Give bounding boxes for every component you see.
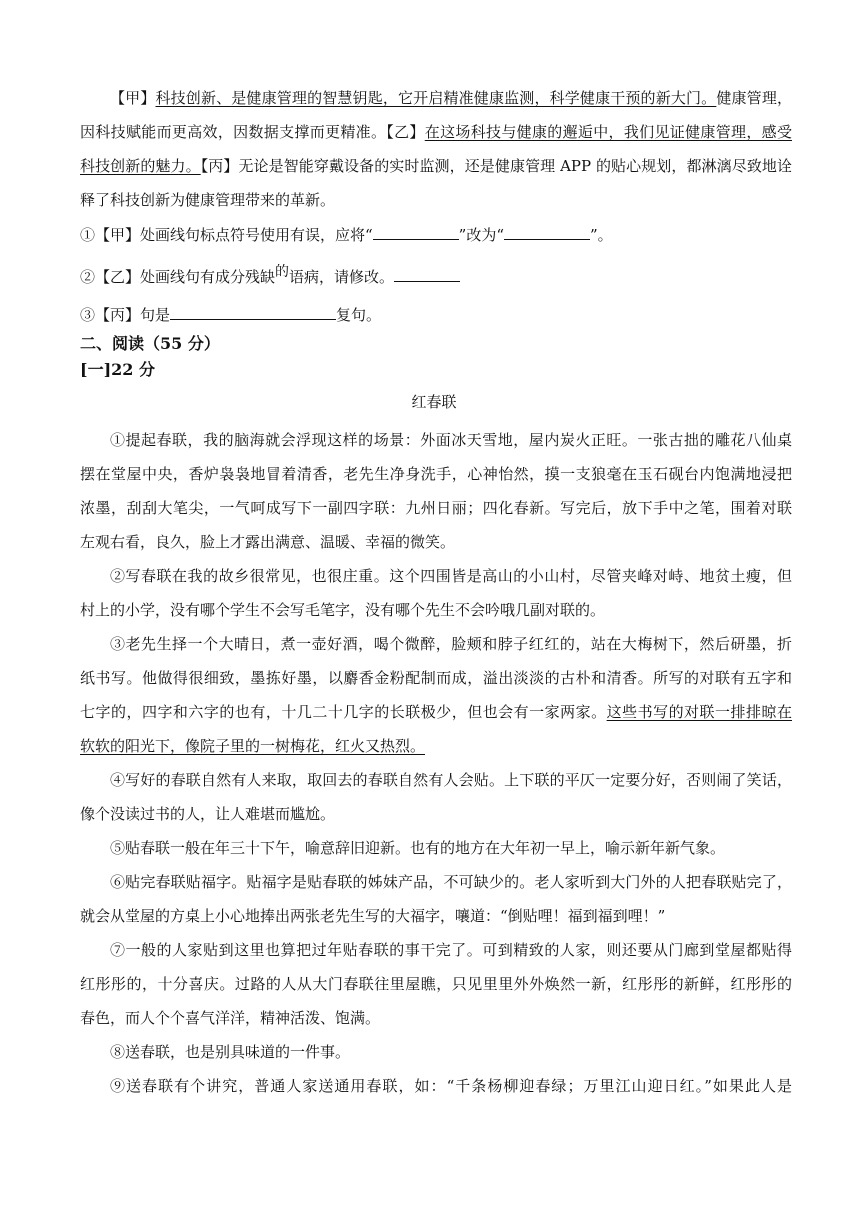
answer-blank[interactable] [394, 266, 460, 282]
question-1 [80, 224, 792, 245]
paragraph-line [110, 88, 792, 108]
answer-blank[interactable] [373, 224, 459, 240]
marker-jia: 【甲】 [110, 89, 156, 107]
article-line: 左观右看，良久，脸上才露出满意、温暖、幸福的微笑。 [80, 533, 456, 551]
question-text: 语病，请修改。 [289, 268, 395, 286]
question-text: ②【乙】处画线句有成分残缺 [80, 268, 276, 286]
article-line: 村上的小学，没有哪个学生不会写毛笔字，没有哪个先生不会吟哦几副对联的。 [80, 601, 606, 619]
article-line: ⑧送春联，也是别具味道的一件事。 [110, 1043, 351, 1061]
article-line [80, 736, 792, 756]
text-run: 【丙】无论是智能穿戴设备的实时监测，还是健康管理 APP 的贴心规划，都淋漓尽致地诠 [200, 157, 792, 175]
question-text: ”改为“ [458, 226, 505, 244]
article-title: 红春联 [411, 393, 457, 411]
underlined-sentence-jia: 科技创新、是健康管理的智慧钥匙，它开启精准健康监测，科学健康干预的新大门。 [155, 89, 717, 107]
paragraph-line [80, 122, 792, 142]
article-line: 就会从堂屋的方桌上小心地捧出两张老先生写的大福字，嚷道：“倒贴哩！福到福到哩！” [80, 907, 666, 925]
question-3 [80, 304, 792, 325]
article-line: 红彤彤的，十分喜庆。过路的人从大门春联往里屋瞧，只见里里外外焕然一新，红彤彤的新鲜，红彤彤的 [80, 975, 792, 993]
article-line: 浓墨，刮刮大笔尖，一气呵成写下一副四字联：九州日丽；四化春新。写完后，放下手中之笔，围着对联 [80, 499, 792, 517]
subsection-heading: [一]22 分 [80, 360, 155, 379]
paragraph-line [80, 156, 792, 176]
underlined-sentence: 软软的阳光下，像院子里的一树梅花，红火又热烈。 [80, 737, 426, 755]
question-text: ”。 [590, 226, 613, 244]
article-line [80, 702, 792, 722]
article-line: ①提起春联，我的脑海就会浮现这样的场景：外面冰天雪地，屋内炭火正旺。一张古拙的雕花八仙桌 [110, 431, 792, 449]
article-line: 像个没读过书的人，让人难堪而尴尬。 [80, 805, 336, 823]
question-text: 复句。 [336, 306, 382, 324]
article-line: ⑦一般的人家贴到这里也算把过年贴春联的事干完了。可到精致的人家，则还要从门廊到堂屋都贴得 [110, 941, 792, 959]
question-text: ③【丙】句是 [80, 306, 171, 324]
article-line: 纸书写。他做得很细致，墨拣好墨，以麝香金粉配制而成，溢出淡淡的古朴和清香。所写的对联有五字和 [80, 669, 792, 687]
text-run: 健康管理， [716, 89, 792, 107]
article-line: ④写好的春联自然有人来取，取回去的春联自然有人会贴。上下联的平仄一定要分好，否则闹了笑话， [110, 771, 792, 789]
text-run: 七字的，四字和六字的也有，十几二十几字的长联极少，但也会有一家两家。 [80, 703, 607, 721]
question-text: ①【甲】处画线句标点符号使用有误，应将“ [80, 226, 373, 244]
text-run: 因科技赋能而更高效，因数据支撑而更精准。【乙】 [80, 123, 425, 141]
paragraph-line: 释了科技创新为健康管理带来的革新。 [80, 191, 336, 209]
article-line: ⑥贴完春联贴福字。贴福字是贴春联的姊妹产品，不可缺少的。老人家听到大门外的人把春联贴完了， [110, 873, 792, 891]
article-line: 摆在堂屋中央，香炉袅袅地冒着清香，老先生净身洗手，心神怡然，摸一支狼毫在玉石砚台内饱满地浸把 [80, 465, 792, 483]
underlined-sentence-yi: 在这场科技与健康的邂逅中，我们见证健康管理，感受 [424, 123, 792, 141]
article-line: ⑤贴春联一般在年三十下午，喻意辞旧迎新。也有的地方在大年初一早上，喻示新年新气象。 [110, 839, 726, 857]
article-line: ⑨送春联有个讲究，普通人家送通用春联，如：“千条杨柳迎春绿；万里江山迎日红。”如果此人是 [110, 1077, 792, 1095]
article-line: 春色，而人个个喜气洋洋，精神活泼、饱满。 [80, 1009, 381, 1027]
underlined-sentence-yi-end: 科技创新的魅力。 [80, 157, 201, 175]
article-line: ③老先生择一个大晴日，煮一壶好酒，喝个微醉，脸颊和脖子红红的，站在大梅树下，然后研墨，折 [110, 635, 792, 653]
section-heading: 二、阅读（55 分） [80, 334, 220, 353]
answer-blank[interactable] [504, 224, 590, 240]
answer-blank[interactable] [170, 304, 336, 320]
underlined-sentence: 这些书写的对联一排排晾在 [606, 703, 792, 721]
superscript-char: 的 [275, 264, 290, 280]
question-2 [80, 266, 792, 288]
article-line: ②写春联在我的故乡很常见，也很庄重。这个四围皆是高山的小山村，尽管夹峰对峙、地贫土瘦，但 [110, 567, 792, 585]
